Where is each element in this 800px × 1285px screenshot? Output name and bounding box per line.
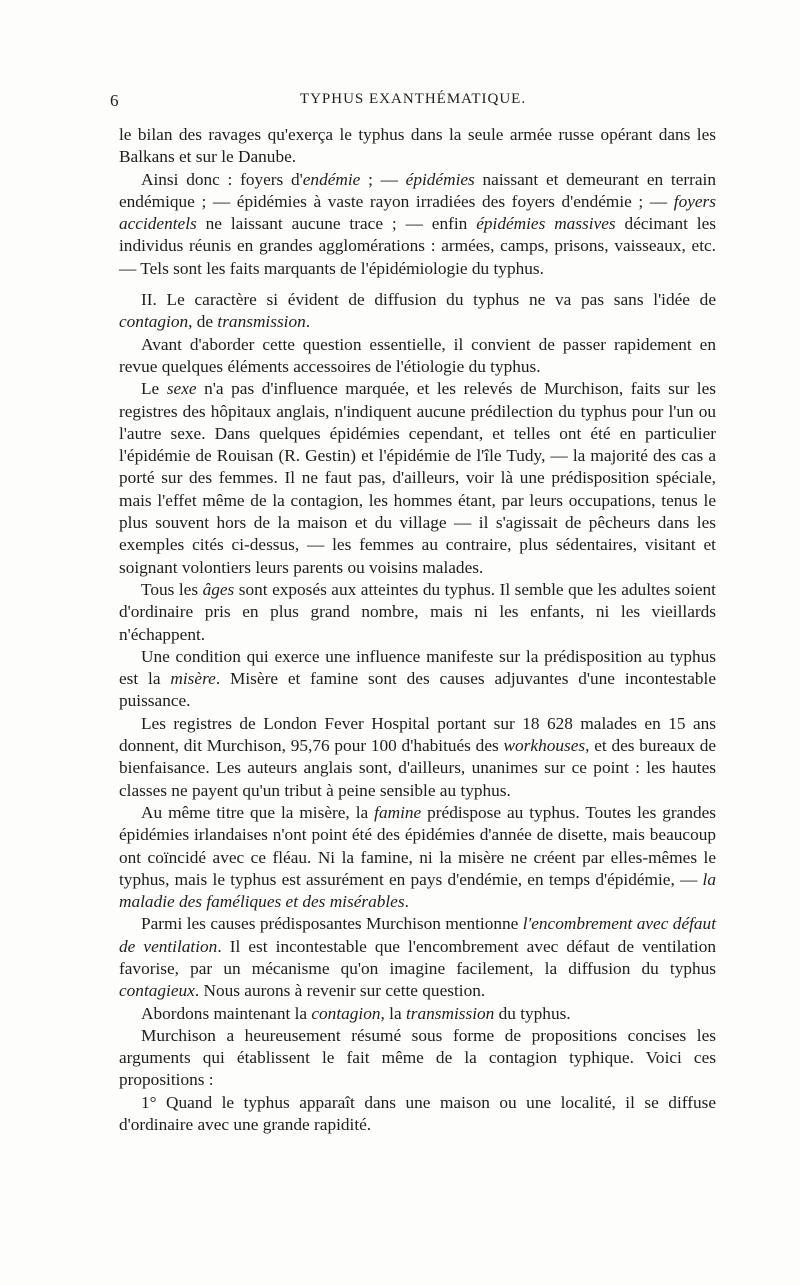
text-run: II. Le caractère si évident de diffusion du typhus ne va pas sans l'idée de: [141, 290, 716, 310]
text-run: ne laissant aucune trace ; — enfin: [196, 214, 477, 234]
italic-text: famine: [374, 802, 422, 822]
text-run: . Il est incontestable que l'encombrement avec défaut de ventilation favorise, par un mécanisme qu'on imagine facilement, la diffusion du typhus: [119, 936, 716, 978]
page-header: [110, 91, 716, 115]
paragraph: [119, 334, 716, 379]
paragraph: [119, 1003, 716, 1025]
page-number: 6: [110, 91, 119, 110]
paragraph: [119, 646, 716, 713]
paragraph: [119, 579, 716, 646]
italic-text: foyers accidentels: [119, 191, 716, 234]
italic-text: contagion: [119, 312, 189, 332]
italic-text: workhouses: [503, 736, 586, 756]
text-run: , la: [380, 1003, 406, 1023]
running-title: TYPHUS EXANTHÉMATIQUE.: [299, 91, 527, 107]
paragraph: [119, 289, 716, 334]
text-run: , de: [188, 312, 218, 332]
body-text: [119, 124, 716, 1136]
text-run: le bilan des ravages qu'exerça le typhus dans la seule armée russe opérant dans les Balkans et sur le Danube.: [119, 125, 716, 167]
paragraph: [119, 713, 716, 802]
italic-text: la maladie des faméliques et des misérables: [119, 869, 716, 912]
paragraph: [119, 169, 716, 280]
text-run: du typhus.: [494, 1003, 571, 1023]
text-run: Parmi les causes prédisposantes Murchison mentionne: [141, 914, 523, 934]
text-run: .: [404, 892, 409, 912]
italic-text: épidémies: [405, 169, 475, 189]
text-run: prédispose au typhus. Toutes les grandes épidémies irlandaises n'ont point été des épidémies d'année de disette, mais beaucoup ont coïncidé avec ce fléau. Ni la famine, ni la misère ne créent par elles-mêmes le typhus, mais le typhus est assurément en pays d'endémie, en temps d'épidémie, —: [119, 802, 716, 889]
text-run: Abordons maintenant la: [141, 1003, 312, 1023]
text-run: Les registres de London Fever Hospital portant sur 18 628 malades en 15 ans donnent, dit Murchison, 95,76 pour 100 d'habitués des: [119, 713, 716, 756]
text-run: 1° Quand le typhus apparaît dans une maison ou une localité, il se diffuse d'ordinaire avec une grande rapidité.: [119, 1092, 716, 1135]
italic-text: contagion: [311, 1003, 381, 1023]
text-run: décimant les individus réunis en grandes agglomérations : armées, camps, prisons, vaisseaux, etc. — Tels sont les faits marquants de l'épidémiologie du typhus.: [119, 214, 716, 278]
paragraph: [119, 1025, 716, 1092]
text-run: Murchison a heureusement résumé sous forme de propositions concises les arguments qui établissent le fait même de la contagion typhique. Voici ces propositions :: [119, 1025, 716, 1090]
paragraph: [119, 1092, 716, 1137]
text-run: . Nous aurons à revenir sur cette question.: [194, 981, 486, 1001]
italic-text: transmission: [405, 1003, 495, 1023]
text-run: sont exposés aux atteintes du typhus. Il semble que les adultes soient d'ordinaire pris en plus grand nombre, mais ni les enfants, ni les vieillards n'échappent.: [119, 579, 716, 644]
text-run: Ainsi donc : foyers d': [141, 169, 303, 189]
text-run: . Misère et famine sont des causes adjuvantes d'une incontestable puissance.: [119, 669, 717, 711]
italic-text: contagieux: [119, 981, 195, 1001]
italic-text: endémie: [302, 169, 361, 189]
text-run: Au même titre que la misère, la: [141, 802, 375, 822]
italic-text: l'encombrement avec défaut de ventilation: [119, 914, 717, 956]
paragraph: [119, 378, 716, 579]
text-run: Une condition qui exerce une influence manifeste sur la prédisposition au typhus est la: [119, 646, 716, 689]
text-run: n'a pas d'influence marquée, et les relevés de Murchison, faits sur les registres des hôpitaux anglais, n'indiquent aucune prédilection du typhus pour l'un ou l'autre sexe. Dans quelques épidémies cependant, et telles ont été en particulier l'épidémie de Rouisan (R. Gestin) et l'épidémie de l'île Tudy, — la majorité des cas a porté sur des femmes. Il ne faut pas, d'ailleurs, voir là une prédisposition spéciale, mais l'effet même de la contagion, les hommes étant, par leurs occupations, tenus le plus souvent hors de la maison et du village — il s'agissait de pêcheurs dans les exemples cités ci-dessus, — les femmes au contraire, plus sédentaires, visitant et soignant volontiers leurs parents ou voisins malades.: [119, 379, 717, 577]
italic-text: sexe: [166, 379, 197, 399]
paragraph: [119, 124, 716, 169]
text-run: Tous les: [141, 579, 203, 599]
italic-text: épidémies massives: [476, 214, 616, 234]
text-run: .: [305, 312, 311, 332]
text-run: naissant et demeurant en terrain endémique ; — épidémies à vaste rayon irradiées des foyers d'endémie ; —: [119, 169, 716, 211]
italic-text: âges: [202, 579, 235, 599]
text-run: , et des bureaux de bienfaisance. Les auteurs anglais sont, d'ailleurs, unanimes sur ce point : les hautes classes ne payent qu'un tribut à peine sensible au typhus.: [119, 736, 716, 800]
italic-text: misère: [170, 669, 216, 689]
text-run: ; —: [360, 169, 406, 189]
paragraph: [119, 802, 716, 913]
italic-text: transmission: [217, 312, 306, 332]
text-run: Avant d'aborder cette question essentielle, il convient de passer rapidement en revue quelques éléments accessoires de l'étiologie du typhus.: [119, 334, 716, 376]
text-run: Le: [141, 379, 167, 399]
paragraph: [119, 913, 716, 1002]
